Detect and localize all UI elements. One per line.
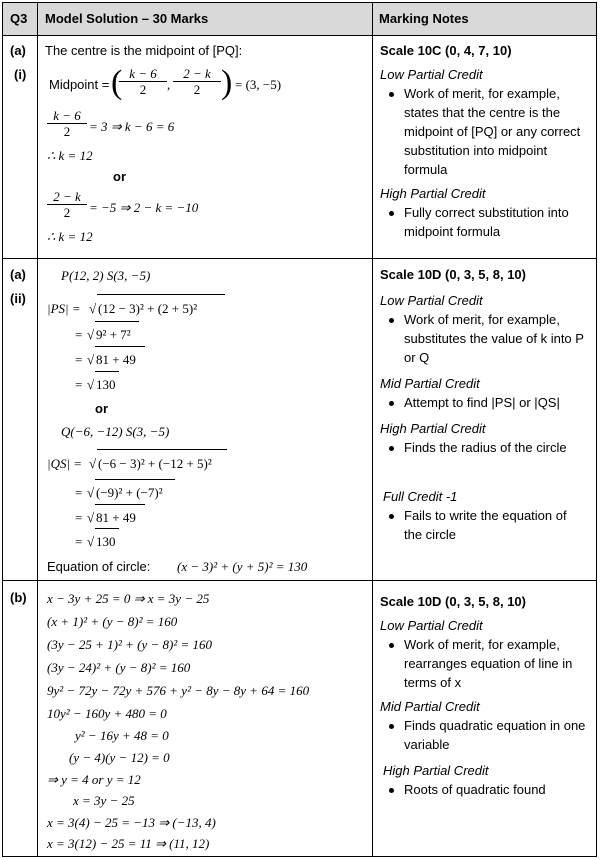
qs-radicand: (−6 − 3)² + (−12 + 5)² [98,456,212,471]
bullet-icon [389,514,394,519]
midpoint-fraction-y: $\frac{2 - k}{2}$ [173,66,221,97]
scale-heading: Scale 10D (0, 3, 5, 8, 10) [380,267,526,282]
bullet-icon [389,724,394,729]
working-line: ⇒ y = 4 or y = 12 [47,772,141,787]
working-line: 9y² − 72y − 72y + 576 + y² − 8y − 8y + 64 = 160 [47,683,310,698]
note-line: Roots of quadratic found [404,782,546,797]
points-line: P(12, 2) S(3, −5) [61,268,151,283]
step1-fraction: $\frac{k - 6}{2}$ [47,108,87,139]
bullet-icon [389,788,394,793]
step2-conclusion: ∴ k = 12 [47,229,93,244]
note-line: formula [404,162,448,177]
note-line: or Q [404,350,430,365]
subpart-label: (ii) [10,291,26,306]
note-line: Finds quadratic equation in one [404,718,586,733]
equals-sign: = [75,327,83,342]
sqrt-bar [95,504,145,505]
working-line: (x + 1)² + (y − 8)² = 160 [47,614,178,629]
circle-label: Equation of circle: [47,559,151,574]
equals-sign: = [75,485,83,500]
sqrt-bar [95,321,139,322]
midpoint-fraction-x: $\frac{k - 6}{2}$ [119,66,167,97]
step1-equation: = 3 ⇒ k − 6 = 6 [89,119,175,134]
note-line: substitutes the value of k into P [404,331,584,346]
low-credit-title: Low Partial Credit [380,618,483,633]
note-line: Attempt to find |PS| or |QS| [404,395,560,410]
note-line: Fully correct substitution into [404,205,569,220]
high-credit-title: High Partial Credit [383,763,489,778]
bullet-icon [389,211,394,216]
part-label: (a) [10,267,26,282]
row-divider [3,258,596,259]
subpart-label: (i) [14,67,27,82]
close-paren: ) [221,64,233,101]
working-line: x − 3y + 25 = 0 ⇒ x = 3y − 25 [47,591,210,606]
row-divider [3,35,596,36]
sqrt-sign: √ [87,510,95,525]
or-text: or [113,169,126,184]
sqrt-bar [95,346,145,347]
scale-heading: Scale 10D (0, 3, 5, 8, 10) [380,594,526,609]
header-question: Q3 [10,11,28,26]
part-label: (a) [10,43,26,58]
column-divider [37,3,38,856]
points-line: Q(−6, −12) S(3, −5) [61,424,170,439]
working-line: x = 3(12) − 25 = 11 ⇒ (11, 12) [47,836,210,851]
working-line: y² − 16y + 48 = 0 [75,728,169,743]
midpoint-result: = (3, −5) [235,77,282,92]
step1-conclusion: ∴ k = 12 [47,148,93,163]
equals-sign: = [75,352,83,367]
mid-credit-title: Mid Partial Credit [380,376,480,391]
equals-sign: = [75,510,83,525]
comma: , [167,77,171,92]
or-text: or [95,401,108,416]
bullet-icon [389,318,394,323]
circle-equation: (x − 3)² + (y + 5)² = 130 [177,559,308,574]
mid-credit-title: Mid Partial Credit [380,699,480,714]
open-paren: ( [111,64,123,101]
ps-step: 130 [96,377,116,392]
step2-fraction: $\frac{2 - k}{2}$ [47,189,87,220]
low-credit-title: Low Partial Credit [380,67,483,82]
marking-scheme-table [2,2,597,857]
note-line: variable [404,737,450,752]
high-credit-title: High Partial Credit [380,186,486,201]
qs-step: (−9)² + (−7)² [96,485,163,500]
bullet-icon [389,446,394,451]
note-line: the circle [404,527,457,542]
sqrt-sign: √ [87,485,95,500]
row-divider [3,580,596,581]
sqrt-bar [95,371,119,372]
note-line: substitution into midpoint [404,143,548,158]
high-credit-title: High Partial Credit [380,421,486,436]
note-line: Finds the radius of the circle [404,440,567,455]
ps-lhs: |PS| = [47,301,81,316]
sqrt-bar [97,449,227,450]
working-line: 10y² − 160y + 480 = 0 [47,706,167,721]
step2-equation: = −5 ⇒ 2 − k = −10 [89,200,199,215]
sqrt-sign: √ [87,534,95,549]
working-line: (3y − 24)² + (y − 8)² = 160 [47,660,191,675]
sqrt-sign: √ [87,352,95,367]
ps-step: 9² + 7² [96,327,131,342]
header-solution: Model Solution – 30 Marks [45,11,209,26]
part-label: (b) [10,590,27,605]
working-line: x = 3y − 25 [73,793,135,808]
equals-sign: = [75,534,83,549]
bullet-icon [389,401,394,406]
note-line: terms of x [404,675,462,690]
scale-heading: Scale 10C (0, 4, 7, 10) [380,43,512,58]
ps-step: 81 + 49 [96,352,136,367]
column-divider [372,3,373,856]
sqrt-sign: √ [87,377,95,392]
working-line: x = 3(4) − 25 = −13 ⇒ (−13, 4) [47,815,216,830]
note-line: Work of merit, for example, [404,86,560,101]
bullet-icon [389,643,394,648]
qs-lhs: |QS| = [47,456,83,471]
sqrt-bar [95,479,175,480]
note-line: midpoint of [PQ] or any correct [404,124,581,139]
intro-text: The centre is the midpoint of [PQ]: [45,43,243,58]
ps-radicand: (12 − 3)² + (2 + 5)² [98,301,198,316]
note-line: midpoint formula [404,224,501,239]
equals-sign: = [75,377,83,392]
note-line: rearranges equation of line in [404,656,573,671]
full-credit-title: Full Credit -1 [383,489,458,504]
sqrt-bar [97,294,225,295]
sqrt-sign: √ [87,327,95,342]
sqrt-bar [95,528,119,529]
midpoint-label: Midpoint = [49,77,110,92]
qs-step: 130 [96,534,116,549]
sqrt-sign: √ [89,301,97,316]
note-line: Work of merit, for example, [404,312,560,327]
low-credit-title: Low Partial Credit [380,293,483,308]
qs-step: 81 + 49 [96,510,136,525]
note-line: Fails to write the equation of [404,508,567,523]
bullet-icon [389,92,394,97]
working-line: (3y − 25 + 1)² + (y − 8)² = 160 [47,637,213,652]
working-line: (y − 4)(y − 12) = 0 [69,750,170,765]
note-line: Work of merit, for example, [404,637,560,652]
sqrt-sign: √ [89,456,97,471]
note-line: states that the centre is the [404,105,561,120]
header-notes: Marking Notes [379,11,469,26]
